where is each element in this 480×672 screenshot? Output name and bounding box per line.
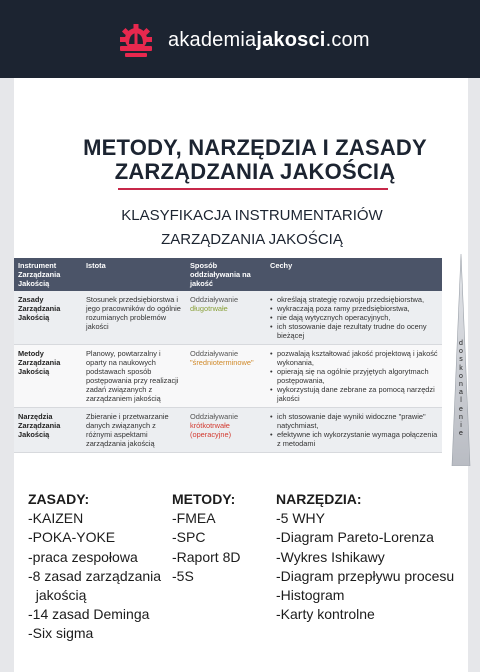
features-cell	[266, 345, 442, 408]
wedge-letter: e	[459, 405, 463, 413]
feature-item: • ich stosowanie daje wyniki widoczne "prawie" natychmiast,	[270, 412, 438, 430]
table-row	[14, 291, 442, 345]
instrument-cell: Metody Zarządzania Jakością	[14, 345, 82, 408]
wedge-letter: l	[460, 397, 462, 405]
list-item: -praca zespołowa	[28, 548, 138, 565]
wedge-letter: o	[459, 348, 463, 356]
wedge-letter: i	[460, 422, 462, 430]
header-bar	[0, 0, 480, 78]
table-header-row	[14, 258, 442, 291]
subtitle-line-2: ZARZĄDZANIA JAKOŚCIĄ	[161, 231, 343, 248]
features-cell	[266, 291, 442, 345]
list-item: -Wykres Ishikawy	[276, 548, 385, 565]
list-item: -Karty kontrolne	[276, 606, 375, 623]
table-row	[14, 345, 442, 408]
wedge-letter: s	[459, 356, 463, 364]
feature-item: • wykorzystują dane zebrane za pomocą narzędzi jakości	[270, 385, 438, 403]
feature-item: • określają strategię rozwoju przedsiębiorstwa,	[270, 295, 438, 304]
wedge-label	[456, 340, 466, 438]
wedge-letter: n	[459, 381, 463, 389]
table-header-cell: Sposób oddziaływania na jakość	[186, 258, 266, 291]
metody-list	[172, 490, 240, 586]
list-item: -5 WHY	[276, 510, 325, 527]
wedge-letter: a	[459, 389, 463, 397]
list-item: -14 zasad Deminga	[28, 606, 150, 623]
impact-cell: Oddziaływanie długotrwałe	[186, 291, 266, 345]
list-item: -FMEA	[172, 510, 216, 527]
zasady-list	[28, 490, 161, 644]
list-title: METODY:	[172, 491, 236, 507]
instrument-cell: Narzędzia Zarządzania Jakością	[14, 408, 82, 453]
list-item: jakością	[28, 587, 87, 604]
title-underline	[118, 188, 388, 190]
brand-logo[interactable]	[116, 22, 370, 58]
narzedzia-list	[276, 490, 454, 624]
brand-name: akademiajakosci.com	[168, 28, 370, 51]
page-subtitle	[80, 204, 424, 252]
table-header-cell: Instrument Zarządzania Jakością	[14, 258, 82, 291]
list-item: -POKA-YOKE	[28, 529, 116, 546]
list-item: -KAIZEN	[28, 510, 84, 527]
list-item: -Raport 8D	[172, 548, 241, 565]
table-header-cell: Istota	[82, 258, 186, 291]
list-item: -Diagram Pareto-Lorenza	[276, 529, 434, 546]
list-item: -Histogram	[276, 587, 345, 604]
list-item: -5S	[172, 567, 194, 584]
list-title: ZASADY:	[28, 491, 90, 507]
list-item: -Six sigma	[28, 625, 94, 642]
impact-cell: Oddziaływanie krótkotrwałe (operacyjne)	[186, 408, 266, 453]
wedge-letter: e	[459, 430, 463, 438]
istota-cell: Zbieranie i przetwarzanie danych związanych z różnymi aspektami zarządzania jakością	[82, 408, 186, 453]
list-title: NARZĘDZIA:	[276, 491, 362, 507]
wedge-letter: o	[459, 372, 463, 380]
left-edge	[0, 78, 14, 672]
helmet-gear-icon	[116, 20, 156, 60]
table-row	[14, 408, 442, 453]
classification-table	[14, 258, 442, 453]
list-item: -8 zasad zarządzania	[28, 567, 162, 584]
wedge-letter: d	[459, 340, 463, 347]
title-line-2: ZARZĄDZANIA JAKOŚCIĄ	[114, 159, 396, 184]
list-item: -Diagram przepływu procesu	[276, 567, 455, 584]
title-line-1: METODY, NARZĘDZIA I ZASADY	[83, 135, 427, 160]
feature-item: • opierają się na ogólnie przyjętych algorytmach postępowania,	[270, 367, 438, 385]
list-item: -SPC	[172, 529, 206, 546]
istota-cell: Stosunek przedsiębiorstwa i jego pracowników do ogólnie rozumianych problemów jakości	[82, 291, 186, 345]
instrument-cell: Zasady Zarządzania Jakością	[14, 291, 82, 345]
feature-item: • wykraczają poza ramy przedsiębiorstwa,	[270, 304, 438, 313]
feature-item: • pozwalają kształtować jakość projektową i jakość wykonania,	[270, 349, 438, 367]
feature-item: • efektywne ich wykorzystanie wymaga połączenia z metodami	[270, 430, 438, 448]
feature-item: • ich stosowanie daje rezultaty trudne do oceny bieżącej	[270, 322, 438, 340]
wedge-letter: n	[459, 413, 463, 421]
feature-item: • nie dają wytycznych operacyjnych,	[270, 313, 438, 322]
table-header-cell: Cechy	[266, 258, 442, 291]
page-title	[40, 136, 470, 184]
subtitle-line-1: KLASYFIKACJA INSTRUMENTARIÓW	[121, 207, 383, 224]
impact-cell: Oddziaływanie "średnioterminowe"	[186, 345, 266, 408]
istota-cell: Planowy, powtarzalny i oparty na naukowych podstawach sposób postępowania przy realizacji zadań związanych z zarządzaniem jakością	[82, 345, 186, 408]
wedge-letter: k	[459, 364, 463, 372]
features-cell	[266, 408, 442, 453]
